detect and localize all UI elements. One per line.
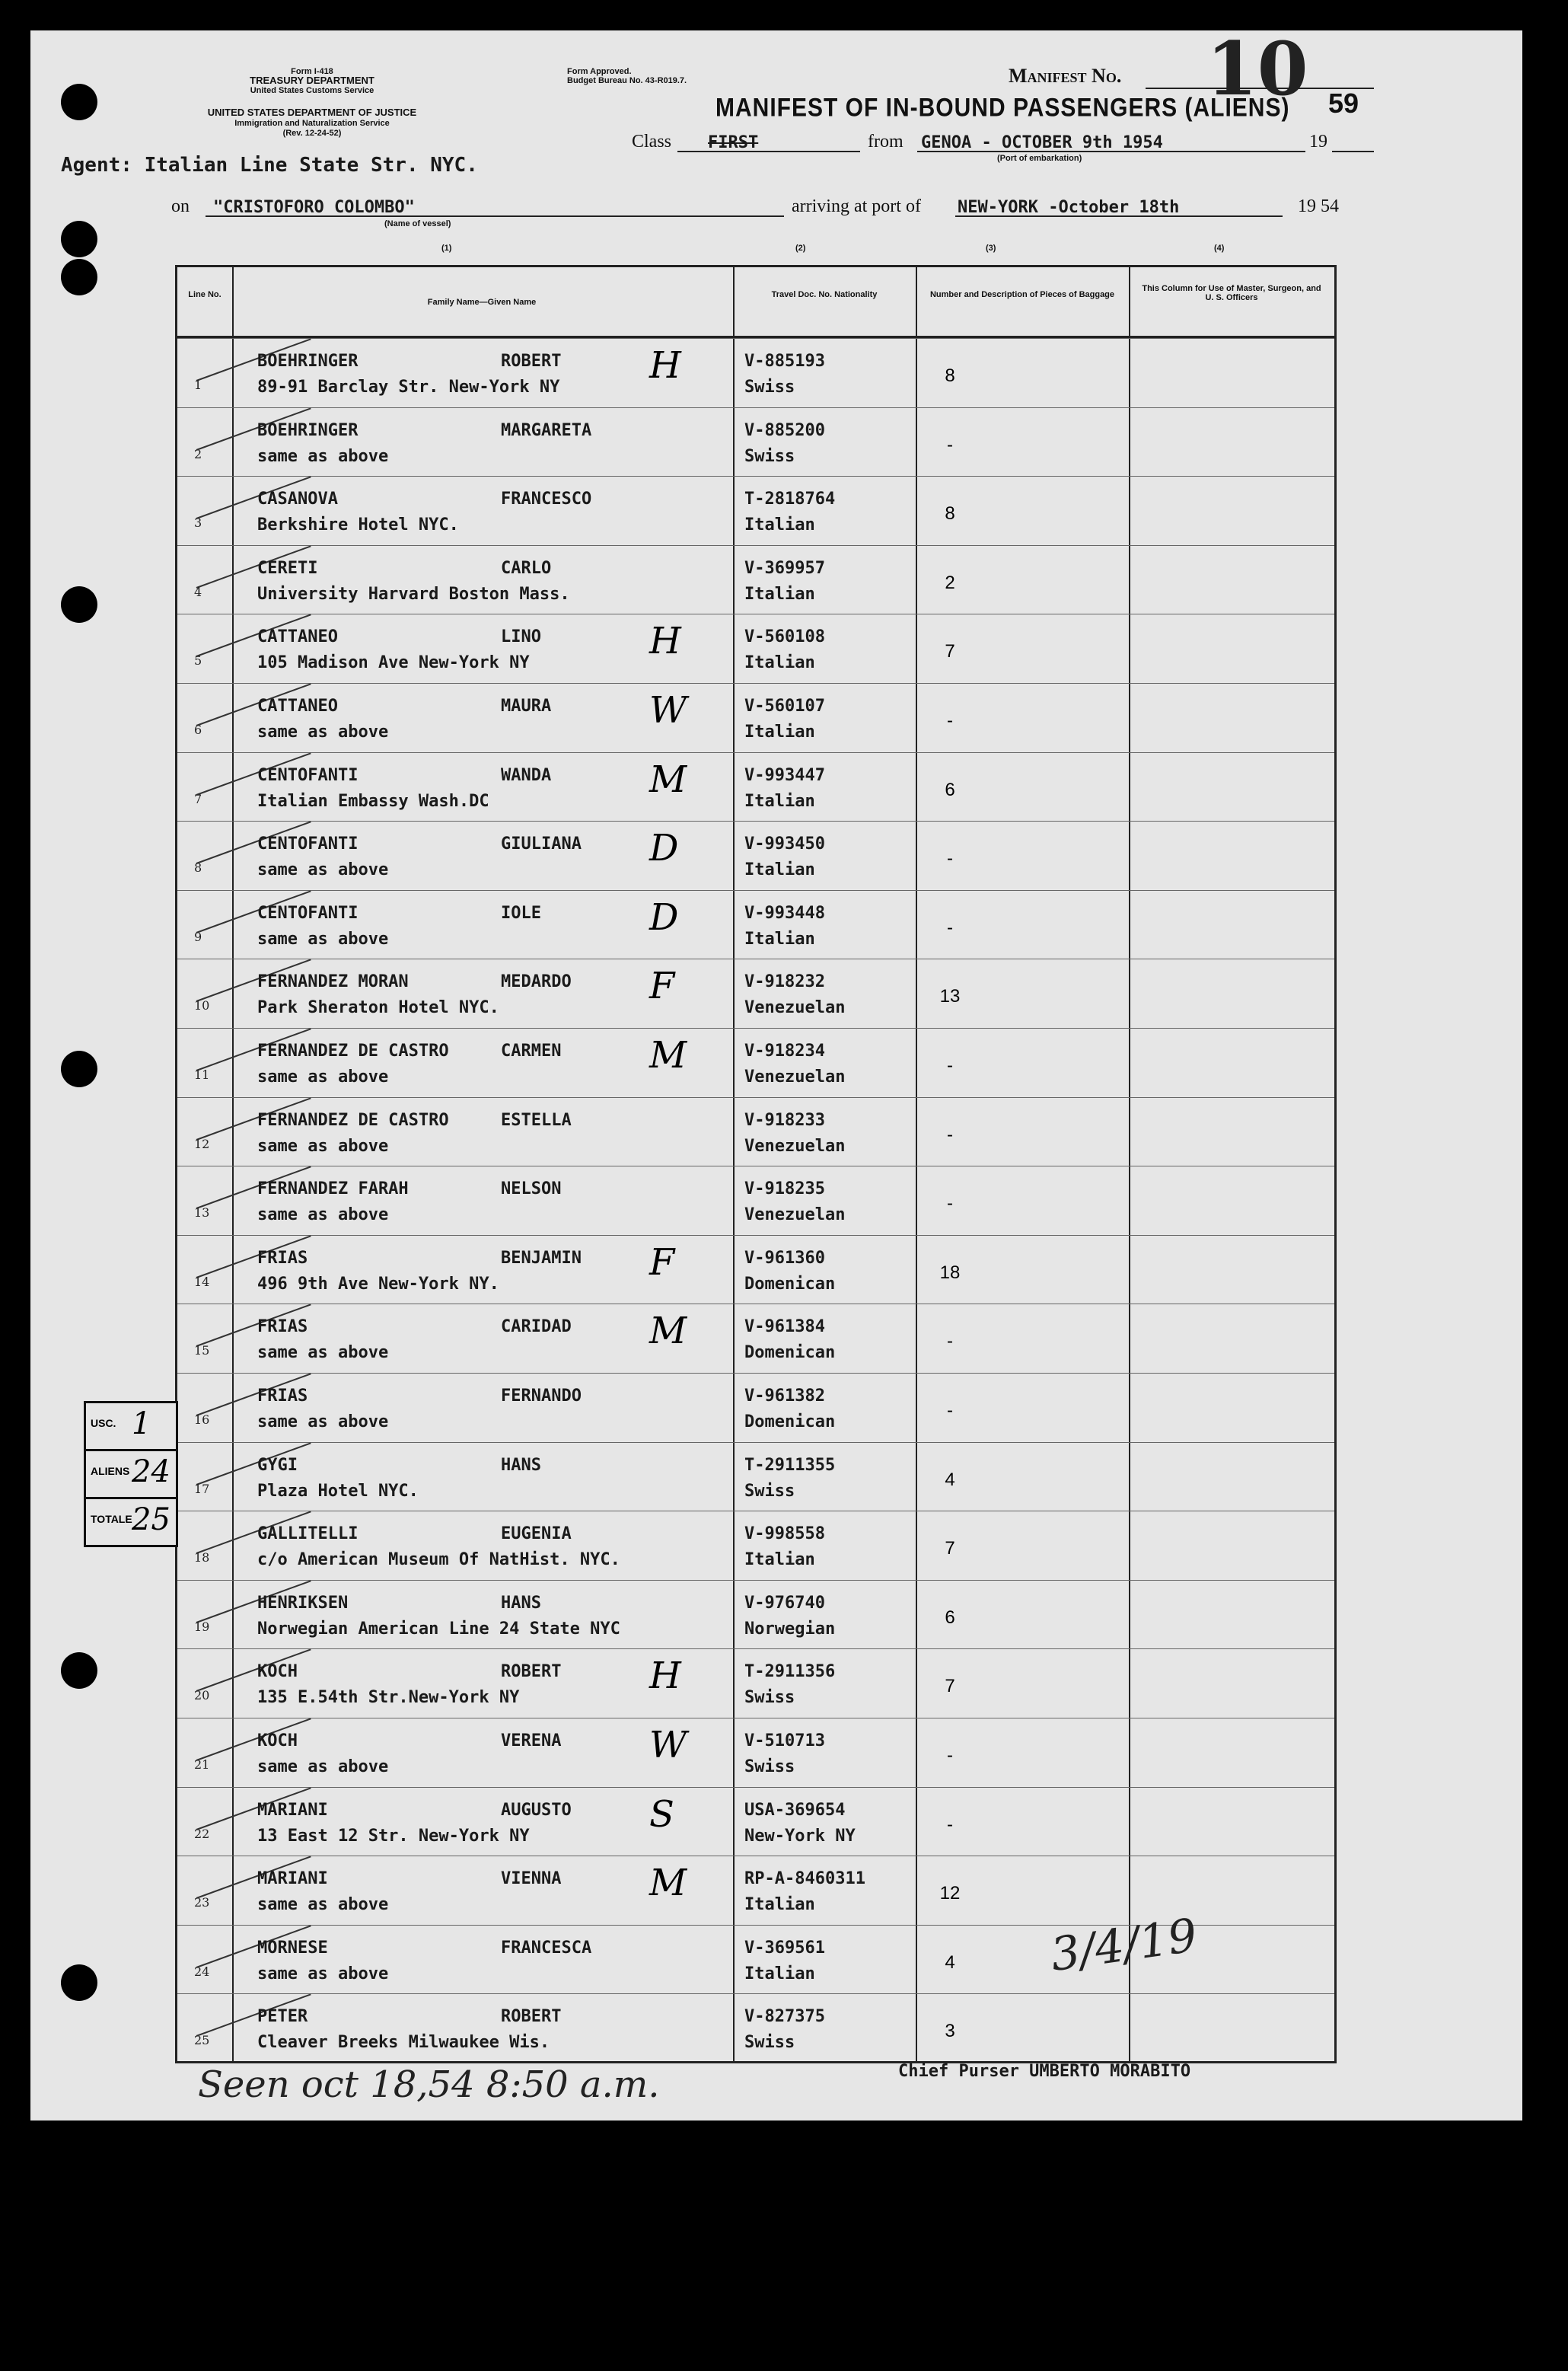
row-divider xyxy=(177,752,1334,753)
address: same as above xyxy=(257,1205,389,1225)
table-row xyxy=(177,476,1334,545)
class-label: Class xyxy=(632,132,672,152)
table-row xyxy=(177,890,1334,959)
family-name: FERNANDEZ DE CASTRO xyxy=(257,1110,449,1130)
travel-doc-number: V-918234 xyxy=(744,1042,825,1061)
travel-doc-number: V-369561 xyxy=(744,1938,825,1958)
given-name: FRANCESCA xyxy=(501,1938,592,1958)
from-value: GENOA - OCTOBER 9th 1954 xyxy=(921,133,1163,152)
immigration-service: Immigration and Naturalization Service xyxy=(234,119,390,128)
address: Italian Embassy Wash.DC xyxy=(257,791,489,811)
row-divider xyxy=(177,1373,1334,1374)
nationality: Italian xyxy=(744,723,815,742)
total-label: TOTALE xyxy=(91,1513,132,1525)
vessel-note: (Name of vessel) xyxy=(384,219,451,228)
given-name: GIULIANA xyxy=(501,834,582,854)
nationality: Domenican xyxy=(744,1343,836,1363)
baggage-count: - xyxy=(947,1745,953,1766)
given-name: VERENA xyxy=(501,1731,562,1750)
travel-doc-number: T-2911355 xyxy=(744,1455,836,1475)
address: same as above xyxy=(257,1412,389,1431)
given-name: WANDA xyxy=(501,765,552,785)
nationality: Domenican xyxy=(744,1274,836,1294)
baggage-count: - xyxy=(947,1124,953,1145)
given-name: FERNANDO xyxy=(501,1387,582,1406)
header-officer-use: This Column for Use of Master, Surgeon, and U. S. Officers xyxy=(1142,284,1321,302)
address: 496 9th Ave New-York NY. xyxy=(257,1274,499,1294)
table-row xyxy=(177,959,1334,1028)
from-label: from xyxy=(868,132,904,152)
nationality: New-York NY xyxy=(744,1826,856,1846)
row-divider xyxy=(177,1648,1334,1649)
total-count-box xyxy=(84,1497,178,1547)
travel-doc-number: V-885193 xyxy=(744,352,825,371)
inspector-initial: M xyxy=(649,1034,687,1077)
nationality: Swiss xyxy=(744,2033,795,2053)
manifest-title: MANIFEST OF IN-BOUND PASSENGERS (ALIENS) xyxy=(715,93,1290,123)
baggage-count: 13 xyxy=(939,986,961,1007)
table-row xyxy=(177,407,1334,477)
nationality: Italian xyxy=(744,653,815,673)
nationality: Domenican xyxy=(744,1412,836,1431)
row-divider xyxy=(177,338,1334,339)
line-number: 22 xyxy=(194,1826,210,1841)
nationality: Italian xyxy=(744,1550,815,1570)
baggage-count: 8 xyxy=(945,365,955,386)
nationality: Venezuelan xyxy=(744,1067,846,1087)
arriving-value: NEW-YORK -October 18th xyxy=(958,198,1180,217)
line-number: 20 xyxy=(194,1688,210,1703)
row-divider xyxy=(177,1787,1334,1788)
arriving-year: 19 54 xyxy=(1298,196,1339,216)
line-number: 19 xyxy=(194,1619,210,1634)
line-number: 16 xyxy=(194,1412,210,1427)
baggage-count: 4 xyxy=(945,1951,955,1973)
address: Berkshire Hotel NYC. xyxy=(257,515,459,535)
address: Cleaver Breeks Milwaukee Wis. xyxy=(257,2033,550,2053)
table-row xyxy=(177,614,1334,683)
nationality: Italian xyxy=(744,929,815,949)
address: 135 E.54th Str.New-York NY xyxy=(257,1688,520,1708)
nationality: Italian xyxy=(744,1895,815,1915)
family-name: FERNANDEZ FARAH xyxy=(257,1179,409,1199)
header-line-no: Line No. xyxy=(188,290,221,299)
total-value: 25 xyxy=(132,1502,171,1537)
arriving-label: arriving at port of xyxy=(792,196,921,216)
baggage-count: 8 xyxy=(945,503,955,525)
travel-doc-number: V-369957 xyxy=(744,558,825,578)
baggage-count: - xyxy=(947,1055,953,1076)
family-name: HENRIKSEN xyxy=(257,1593,349,1613)
port-note: (Port of embarkation) xyxy=(997,154,1082,163)
inspector-initial: H xyxy=(649,1655,681,1698)
vessel-name: "CRISTOFORO COLOMBO" xyxy=(213,198,415,217)
travel-doc-number: RP-A-8460311 xyxy=(744,1869,865,1889)
nationality: Venezuelan xyxy=(744,1136,846,1156)
family-name: FRIAS xyxy=(257,1387,308,1406)
row-divider xyxy=(177,476,1334,477)
family-name: CENTOFANTI xyxy=(257,834,359,854)
travel-doc-number: V-827375 xyxy=(744,2007,825,2027)
punch-hole xyxy=(61,1652,97,1689)
address: same as above xyxy=(257,1895,389,1915)
inspector-initial: S xyxy=(649,1792,674,1836)
family-name: BOEHRINGER xyxy=(257,420,359,440)
address: same as above xyxy=(257,1343,389,1363)
table-row xyxy=(177,1511,1334,1580)
family-name: BOEHRINGER xyxy=(257,352,359,371)
given-name: MEDARDO xyxy=(501,972,572,992)
line-number: 23 xyxy=(194,1895,210,1910)
travel-doc-number: V-993447 xyxy=(744,765,825,785)
nationality: Swiss xyxy=(744,1481,795,1501)
family-name: MORNESE xyxy=(257,1938,328,1958)
line-number: 11 xyxy=(194,1067,210,1082)
inspector-initial: W xyxy=(649,689,687,732)
aliens-count-box xyxy=(84,1449,178,1499)
page-number: 59 xyxy=(1328,88,1359,119)
usc-label: USC. xyxy=(91,1417,116,1429)
given-name: AUGUSTO xyxy=(501,1800,572,1820)
nationality: Swiss xyxy=(744,446,795,466)
line-number: 1 xyxy=(194,378,202,392)
travel-doc-number: V-885200 xyxy=(744,420,825,440)
table-row xyxy=(177,1235,1334,1304)
address: Plaza Hotel NYC. xyxy=(257,1481,419,1501)
baggage-count: 2 xyxy=(945,572,955,593)
given-name: CARLO xyxy=(501,558,552,578)
given-name: BENJAMIN xyxy=(501,1248,582,1268)
nationality: Italian xyxy=(744,791,815,811)
given-name: HANS xyxy=(501,1593,541,1613)
table-row xyxy=(177,545,1334,614)
nationality: Venezuelan xyxy=(744,998,846,1018)
col-number-2: (2) xyxy=(795,244,806,253)
travel-doc-number: V-560107 xyxy=(744,697,825,716)
header-travel-doc: Travel Doc. No. Nationality xyxy=(771,290,878,299)
row-divider xyxy=(177,545,1334,546)
inspector-initial: H xyxy=(649,344,681,387)
inspector-initial: M xyxy=(649,758,687,801)
passenger-table xyxy=(175,265,1337,2063)
nationality: Venezuelan xyxy=(744,1205,846,1225)
table-row xyxy=(177,1304,1334,1373)
table-row xyxy=(177,752,1334,822)
inspector-initial: M xyxy=(649,1310,687,1353)
punch-hole xyxy=(61,1964,97,2001)
line-number: 5 xyxy=(194,653,202,669)
baggage-count: 7 xyxy=(945,1676,955,1697)
budget-bureau: Budget Bureau No. 43-R019.7. xyxy=(567,76,687,85)
punch-hole xyxy=(61,586,97,623)
baggage-count: 18 xyxy=(939,1262,961,1283)
baggage-count: - xyxy=(947,1814,953,1835)
travel-doc-number: V-993448 xyxy=(744,903,825,923)
row-divider xyxy=(177,683,1334,684)
address: 105 Madison Ave New-York NY xyxy=(257,653,530,673)
agent: Agent: Italian Line State Str. NYC. xyxy=(61,154,478,177)
given-name: FRANCESCO xyxy=(501,490,592,509)
given-name: VIENNA xyxy=(501,1869,562,1889)
inspector-initial: D xyxy=(649,895,679,939)
row-divider xyxy=(177,1442,1334,1443)
punch-hole xyxy=(61,259,97,295)
family-name: FERNANDEZ MORAN xyxy=(257,972,409,992)
inspector-initial: F xyxy=(649,965,675,1008)
address: University Harvard Boston Mass. xyxy=(257,584,570,604)
address: Park Sheraton Hotel NYC. xyxy=(257,998,499,1018)
table-row xyxy=(177,1787,1334,1856)
baggage-count: 4 xyxy=(945,1469,955,1490)
inspector-initial: F xyxy=(649,1240,675,1284)
given-name: IOLE xyxy=(501,903,541,923)
travel-doc-number: T-2911356 xyxy=(744,1662,836,1682)
nationality: Italian xyxy=(744,515,815,535)
justice-dept: UNITED STATES DEPARTMENT OF JUSTICE xyxy=(207,107,417,118)
table-row xyxy=(177,1373,1334,1442)
baggage-count: 6 xyxy=(945,1607,955,1628)
table-row xyxy=(177,1028,1334,1097)
nationality: Italian xyxy=(744,584,815,604)
manifest-no-label: Manifest No. xyxy=(1009,65,1122,87)
chief-purser: Chief Purser UMBERTO MORABITO xyxy=(898,2062,1191,2081)
table-row xyxy=(177,1580,1334,1649)
given-name: ESTELLA xyxy=(501,1110,572,1130)
row-divider xyxy=(177,1028,1334,1029)
family-name: CATTANEO xyxy=(257,697,338,716)
travel-doc-number: V-961382 xyxy=(744,1387,825,1406)
line-number: 25 xyxy=(194,2033,210,2048)
line-number: 9 xyxy=(194,929,202,944)
col-number-4: (4) xyxy=(1214,244,1225,253)
address: same as above xyxy=(257,446,389,466)
table-row xyxy=(177,338,1334,407)
punch-hole xyxy=(61,221,97,257)
travel-doc-number: V-976740 xyxy=(744,1593,825,1613)
baggage-count: - xyxy=(947,434,953,455)
family-name: CATTANEO xyxy=(257,627,338,647)
treasury-dept: TREASURY DEPARTMENT xyxy=(250,75,374,86)
on-label: on xyxy=(171,196,190,216)
nationality: Italian xyxy=(744,1964,815,1983)
baggage-count: 7 xyxy=(945,641,955,662)
line-number: 2 xyxy=(194,446,202,461)
nationality: Italian xyxy=(744,860,815,880)
baggage-count: - xyxy=(947,848,953,870)
table-row xyxy=(177,1442,1334,1511)
family-name: GYGI xyxy=(257,1455,298,1475)
inspector-initial: W xyxy=(649,1724,687,1766)
baggage-count: - xyxy=(947,1400,953,1421)
address: Norwegian American Line 24 State NYC xyxy=(257,1619,620,1639)
line-number: 15 xyxy=(194,1343,210,1358)
header-name: Family Name—Given Name xyxy=(427,298,537,307)
line-number: 3 xyxy=(194,515,202,531)
line-number: 6 xyxy=(194,723,202,737)
travel-doc-number: USA-369654 xyxy=(744,1800,846,1820)
given-name: LINO xyxy=(501,627,541,647)
usc-count-box xyxy=(84,1401,178,1451)
table-row xyxy=(177,1648,1334,1718)
given-name: NELSON xyxy=(501,1179,562,1199)
row-divider xyxy=(177,1097,1334,1098)
table-row xyxy=(177,1166,1334,1235)
table-row xyxy=(177,821,1334,890)
line-number: 12 xyxy=(194,1136,210,1151)
given-name: ROBERT xyxy=(501,2007,562,2027)
baggage-count: - xyxy=(947,917,953,938)
nationality: Swiss xyxy=(744,1688,795,1708)
manifest-number: 10 xyxy=(1206,26,1308,112)
revision-date: (Rev. 12-24-52) xyxy=(282,129,342,138)
given-name: MARGARETA xyxy=(501,420,592,440)
baggage-count: 6 xyxy=(945,779,955,800)
line-number: 10 xyxy=(194,998,210,1013)
row-divider xyxy=(177,821,1334,822)
col-number-1: (1) xyxy=(441,244,452,253)
row-divider xyxy=(177,1235,1334,1236)
line-number: 18 xyxy=(194,1550,210,1565)
given-name: CARIDAD xyxy=(501,1317,572,1337)
family-name: CERETI xyxy=(257,558,318,578)
family-name: KOCH xyxy=(257,1662,298,1682)
punch-hole xyxy=(61,84,97,120)
travel-doc-number: T-2818764 xyxy=(744,490,836,509)
family-name: FRIAS xyxy=(257,1317,308,1337)
given-name: ROBERT xyxy=(501,352,562,371)
table-row xyxy=(177,1097,1334,1166)
inspector-initial: M xyxy=(649,1862,687,1905)
aliens-value: 24 xyxy=(132,1454,171,1489)
baggage-count: - xyxy=(947,1193,953,1214)
row-divider xyxy=(177,890,1334,891)
family-name: MARIANI xyxy=(257,1800,328,1820)
row-divider xyxy=(177,1580,1334,1581)
travel-doc-number: V-993450 xyxy=(744,834,825,854)
travel-doc-number: V-560108 xyxy=(744,627,825,647)
line-number: 24 xyxy=(194,1964,210,1979)
address: same as above xyxy=(257,1964,389,1983)
line-number: 17 xyxy=(194,1481,210,1496)
baggage-count: 3 xyxy=(945,2021,955,2042)
family-name: PETER xyxy=(257,2007,308,2027)
given-name: ROBERT xyxy=(501,1662,562,1682)
aliens-label: ALIENS xyxy=(91,1465,130,1477)
form-number: Form I-418 xyxy=(291,67,333,76)
given-name: HANS xyxy=(501,1455,541,1475)
line-number: 7 xyxy=(194,791,202,806)
baggage-count: 7 xyxy=(945,1538,955,1559)
line-number: 13 xyxy=(194,1205,210,1221)
travel-doc-number: V-961360 xyxy=(744,1248,825,1268)
nationality: Swiss xyxy=(744,1757,795,1776)
address: c/o American Museum Of NatHist. NYC. xyxy=(257,1550,620,1570)
usc-value: 1 xyxy=(132,1406,151,1441)
table-row xyxy=(177,683,1334,752)
travel-doc-number: V-918232 xyxy=(744,972,825,992)
given-name: CARMEN xyxy=(501,1042,562,1061)
travel-doc-number: V-918233 xyxy=(744,1110,825,1130)
line-number: 4 xyxy=(194,584,202,599)
address: 89-91 Barclay Str. New-York NY xyxy=(257,378,560,397)
address: same as above xyxy=(257,860,389,880)
travel-doc-number: V-510713 xyxy=(744,1731,825,1750)
family-name: KOCH xyxy=(257,1731,298,1750)
header-baggage: Number and Description of Pieces of Baggage xyxy=(929,290,1115,299)
inspector-initial: D xyxy=(649,827,679,870)
baggage-count: 12 xyxy=(939,1883,961,1904)
family-name: MARIANI xyxy=(257,1869,328,1889)
family-name: CASANOVA xyxy=(257,490,338,509)
address: same as above xyxy=(257,1136,389,1156)
address: 13 East 12 Str. New-York NY xyxy=(257,1826,530,1846)
baggage-count: - xyxy=(947,1331,953,1352)
inspector-initial: H xyxy=(649,620,681,663)
family-name: FRIAS xyxy=(257,1248,308,1268)
family-name: CENTOFANTI xyxy=(257,903,359,923)
row-divider xyxy=(177,407,1334,408)
address: same as above xyxy=(257,1067,389,1087)
row-divider xyxy=(177,1993,1334,1994)
travel-doc-number: V-961384 xyxy=(744,1317,825,1337)
given-name: MAURA xyxy=(501,697,552,716)
family-name: FERNANDEZ DE CASTRO xyxy=(257,1042,449,1061)
address: same as above xyxy=(257,723,389,742)
nationality: Norwegian xyxy=(744,1619,836,1639)
customs-service: United States Customs Service xyxy=(250,86,374,95)
travel-doc-number: V-918235 xyxy=(744,1179,825,1199)
line-number: 8 xyxy=(194,860,202,876)
class-value: FIRST xyxy=(708,133,759,152)
year-label: 19 xyxy=(1309,132,1327,152)
baggage-count: - xyxy=(947,710,953,731)
nationality: Swiss xyxy=(744,378,795,397)
line-number: 21 xyxy=(194,1757,210,1772)
address: same as above xyxy=(257,1757,389,1776)
address: same as above xyxy=(257,929,389,949)
given-name: EUGENIA xyxy=(501,1524,572,1544)
officer-signature: 3/4/19 xyxy=(1047,1908,1201,1983)
family-name: CENTOFANTI xyxy=(257,765,359,785)
form-approved: Form Approved. xyxy=(567,67,632,76)
col-number-3: (3) xyxy=(986,244,996,253)
seen-annotation: Seen oct 18,54 8:50 a.m. xyxy=(198,2063,660,2106)
manifest-sheet xyxy=(30,26,1522,2120)
family-name: GALLITELLI xyxy=(257,1524,359,1544)
table-row xyxy=(177,1993,1334,2063)
table-row xyxy=(177,1718,1334,1787)
punch-hole xyxy=(61,1051,97,1087)
travel-doc-number: V-998558 xyxy=(744,1524,825,1544)
line-number: 14 xyxy=(194,1274,210,1289)
